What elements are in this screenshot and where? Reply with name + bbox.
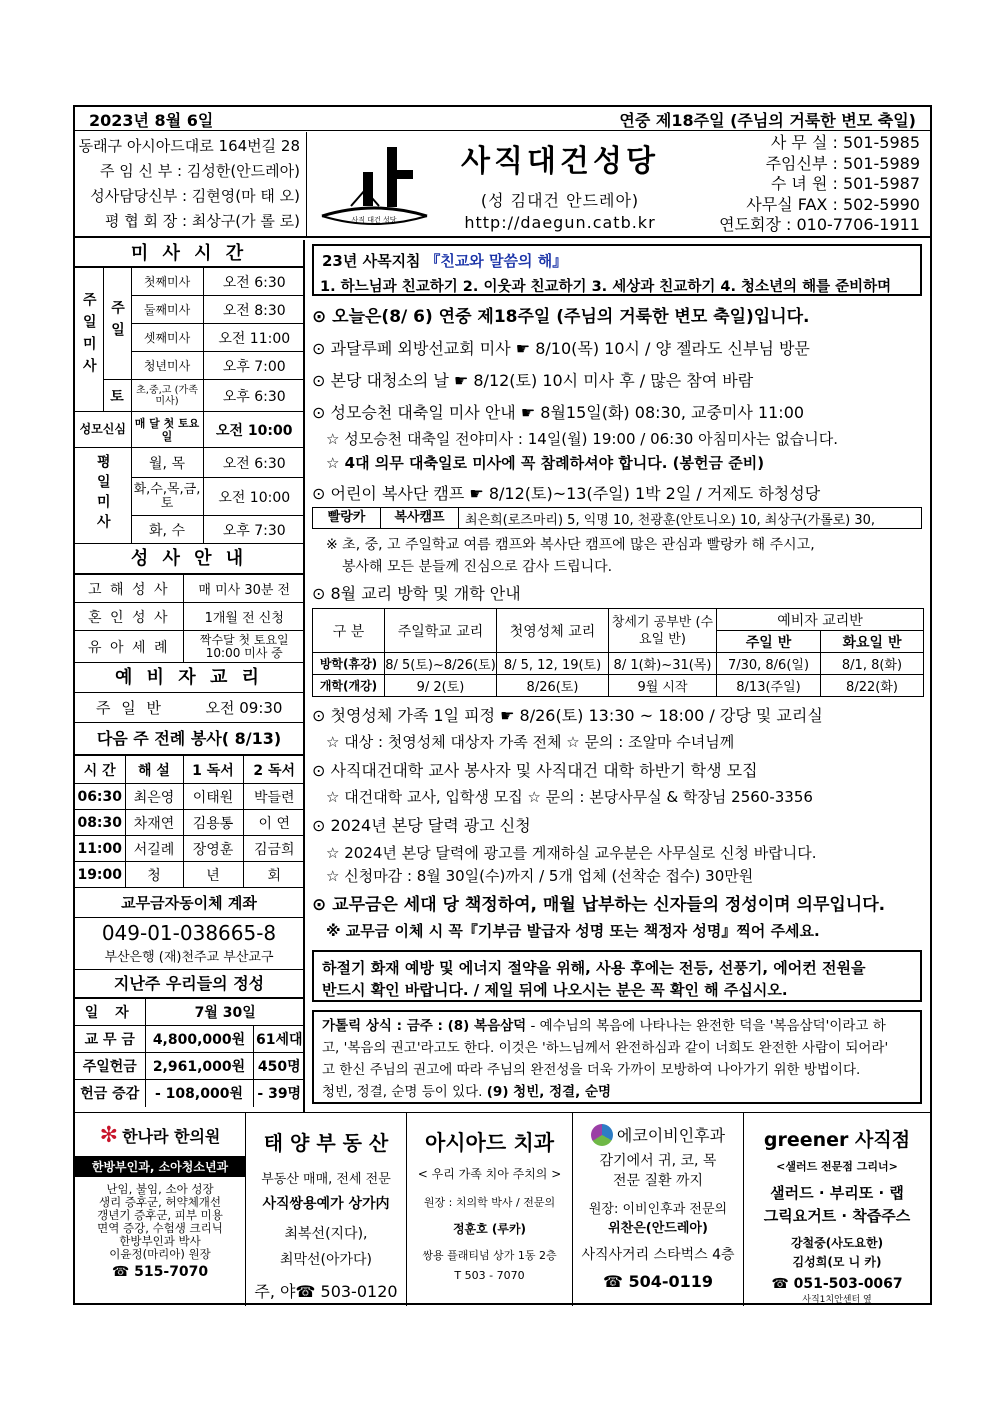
service-header: 해 설 — [125, 756, 183, 784]
sunday-mass-label: 주일미사 — [75, 268, 103, 412]
table-row-label: 개학(개강) — [313, 675, 385, 697]
parish-left-info — [75, 132, 307, 238]
ad-line: 감기에서 귀, 코, 목 — [599, 1153, 717, 1169]
ad-name: greener 사직점 — [763, 1129, 911, 1151]
parish-logo — [319, 142, 439, 232]
mass-time: 오전 8:30 — [203, 296, 305, 324]
ad-line: 생리 증후군, 허약체개선 — [98, 1195, 222, 1209]
office-fax: 사무실 FAX : 502-5990 — [746, 194, 920, 214]
catholic-line: 청빈, 정결, 순명 등이 있다. — [322, 1084, 483, 1100]
news-sub-retreat: ☆ 대상 : 첫영성체 대상자 가족 전체 ☆ 문의 : 조알마 수녀님께 — [326, 733, 735, 751]
offering-count: 450명 — [253, 1053, 305, 1080]
mass-day: 화, 수 — [131, 516, 203, 544]
pastor-phone: 주임신부 : 501-5989 — [765, 153, 920, 173]
mass-time: 오전 6:30 — [203, 268, 305, 296]
service-header: 2 독서 — [243, 756, 305, 784]
catechumen-time: 오전 09:30 — [205, 699, 283, 717]
donation-tag: 빨랑카 — [313, 508, 381, 528]
assistant-pastor: 성사담당신부 : 김현영(마 태 오) — [90, 187, 300, 205]
service-cell: 김용통 — [183, 810, 243, 836]
ad-line: 위찬은(안드레아) — [608, 1221, 708, 1236]
office-phone: 사 무 실 : 501-5985 — [770, 133, 920, 152]
marian-devotion-label: 성모신심 — [75, 412, 131, 448]
service-cell: 이태원 — [183, 784, 243, 810]
sacrament-title: 성 사 안 내 — [75, 544, 303, 574]
table-header: 주일 반 — [717, 631, 821, 653]
service-cell: 최은영 — [125, 784, 183, 810]
ad-line: 최복선(지다), — [284, 1226, 368, 1242]
news-item-assumption: ⊙ 성모승천 대축일 미사 안내 ☛ 8월15일(화) 08:30, 교중미사 11:00 — [312, 403, 805, 422]
table-header: 구 분 — [313, 609, 385, 653]
ad-oriental-clinic — [75, 1113, 246, 1306]
camp-tag: 복사캠프 — [381, 508, 459, 528]
mass-time: 오후 7:30 — [203, 516, 305, 544]
offering-label: 주일헌금 — [75, 1053, 145, 1080]
bulletin-date: 2023년 8월 6일 — [89, 111, 214, 130]
ad-footnote: 사직1치안센터 옆 — [802, 1295, 872, 1305]
service-table — [75, 755, 305, 888]
news-item-today: ⊙ 오늘은(8/ 6) 연중 제18주일 (주님의 거룩한 변모 축일)입니다. — [312, 307, 810, 327]
table-header: 창세기 공부반 (수요일 반) — [609, 609, 717, 653]
clinic-logo-icon — [591, 1124, 613, 1146]
offering-title: 지난주 우리들의 정성 — [75, 970, 303, 998]
sunday-label: 주일 — [103, 268, 131, 380]
sacrament-name: 유 아 세 례 — [75, 631, 183, 663]
ad-line: 샐러드 · 부리또 · 랩 — [770, 1184, 904, 1202]
motto-heading — [322, 250, 567, 271]
sacrament-table — [75, 574, 305, 663]
ad-phone: ☎ 515-7070 — [111, 1264, 209, 1280]
table-header: 예비자 교리반 — [717, 609, 924, 631]
donation-names: 최은희(로즈마리) 5, 익명 10, 천광훈(안토니오) 10, 최상구(가롤로) 30, — [465, 512, 876, 528]
mass-day: 월, 목 — [131, 448, 203, 478]
ad-line: 최막선(아가다) — [279, 1252, 373, 1268]
table-cell: 7/30, 8/6(일) — [717, 653, 821, 675]
catholic-next: (9) 청빈, 정결, 순명 — [486, 1084, 612, 1100]
news-sub-calendar: ☆ 2024년 본당 달력에 광고를 게재하실 교우분은 사무실로 신청 바랍니다. — [326, 844, 817, 862]
ad-phone: ☎ 504-0119 — [602, 1272, 714, 1291]
offering-date: 7월 30일 — [145, 999, 305, 1026]
ad-line: 사직쌍용예가 상가内 — [262, 1196, 390, 1212]
service-cell: 김금희 — [243, 836, 305, 862]
mass-name: 청년미사 — [131, 352, 203, 380]
offering-label: 교 무 금 — [75, 1026, 145, 1053]
ad-line: 강철중(사도요한) — [790, 1236, 884, 1250]
account-box — [75, 918, 303, 970]
mass-name: 둘째미사 — [131, 296, 203, 324]
offering-amount: - 108,000원 — [145, 1080, 253, 1107]
service-time: 08:30 — [75, 810, 125, 836]
parish-patron: (성 김대건 안드레아) — [480, 191, 640, 210]
weekday-mass-label: 평일미사 — [75, 448, 131, 544]
catholic-line: 고, '복음의 권고'라고도 한다. 이것은 '하느님께서 완전하심과 같이 너희도 완전한 사람이 되어라' — [322, 1040, 889, 1056]
catholic-line: 고 한신 주님의 권고에 따라 주님의 완전성을 더욱 가까이 모방하여 나아가기 위한 방법이다. — [322, 1062, 861, 1078]
news-item-altar-camp: ⊙ 어린이 복사단 캠프 ☛ 8/12(토)~13(주일) 1박 2일 / 거제도 하청성당 — [312, 484, 821, 503]
convent-phone: 수 녀 원 : 501-5987 — [770, 174, 920, 193]
notice-line: 반드시 확인 바랍니다. / 제일 뒤에 나오시는 분은 꼭 확인 해 주십시오. — [322, 981, 788, 999]
ad-line: 이윤정(마리아) 원장 — [109, 1247, 211, 1261]
catholic-label: 가톨릭 상식 : 금주 : (8) 복음삼덕 — [322, 1018, 527, 1034]
ad-phone: T 503 - 7070 — [454, 1269, 525, 1282]
table-cell: 9/ 2(토) — [385, 675, 497, 697]
sacrament-name: 고 해 성 사 — [75, 575, 183, 603]
catholic-line: - 예수님의 복음에 나타나는 완전한 덕을 '복음삼덕'이라고 하 — [526, 1018, 886, 1034]
ad-name: 한나라 한의원 — [122, 1127, 221, 1146]
service-time: 11:00 — [75, 836, 125, 862]
parish-contacts — [719, 133, 920, 236]
ad-name: 태 양 부 동 산 — [263, 1131, 389, 1155]
mass-time: 오후 6:30 — [203, 380, 305, 412]
flower-icon: ✻ — [99, 1123, 119, 1148]
chair-phone: 연도회장 : 010-7706-1911 — [719, 215, 920, 234]
news-sub-camp-thanks-2: 봉사해 모든 분들께 진심으로 감사 드립니다. — [342, 559, 613, 575]
sacrament-info: 짝수달 첫 토요일 10:00 미사 중 — [183, 631, 305, 663]
news-item-calendar: ⊙ 2024년 본당 달력 광고 신청 — [312, 816, 531, 835]
next-service-title: 다음 주 전례 봉사( 8/13) — [75, 723, 303, 755]
liturgical-day: 연중 제18주일 (주님의 거룩한 변모 축일) — [619, 111, 916, 130]
motto-highlight: 『친교와 말씀의 해』 — [425, 252, 568, 270]
table-header: 첫영성체 교리 — [497, 609, 609, 653]
ad-greener — [744, 1113, 930, 1306]
ad-ent-clinic — [573, 1113, 744, 1306]
ad-line: 갱년기 증후군, 피부 미용 — [97, 1208, 223, 1222]
header-bar — [75, 107, 930, 131]
news-sub-camp-thanks: ※ 초, 중, 고 주일학교 여름 캠프와 복사단 캠프에 많은 관심과 빨랑카 해 주시고, — [326, 537, 815, 553]
parish-name: 사직대건성당 — [461, 144, 659, 179]
ad-line: 쌍용 플래티넘 상가 1동 2층 — [422, 1249, 557, 1262]
parish-title-block — [445, 132, 675, 232]
news-item-college: ⊙ 사직대건대학 교사 봉사자 및 사직대건 대학 하반기 학생 모집 — [312, 761, 758, 780]
service-cell: 청 — [125, 862, 183, 888]
table-header: 화요일 반 — [821, 631, 924, 653]
service-cell: 년 — [183, 862, 243, 888]
service-time: 19:00 — [75, 862, 125, 888]
offering-count: - 39명 — [253, 1080, 305, 1107]
ad-line: 그릭요거트 · 착즙주스 — [763, 1207, 911, 1225]
service-time: 06:30 — [75, 784, 125, 810]
offering-count: 61세대 — [253, 1026, 305, 1053]
service-cell: 서길례 — [125, 836, 183, 862]
table-cell: 8/1, 8(화) — [821, 653, 924, 675]
ad-line: 사직사거리 스타벅스 4층 — [581, 1247, 735, 1263]
offering-label: 헌금 증감 — [75, 1080, 145, 1107]
ad-subtitle: 한방부인과, 소아청소년과 — [75, 1156, 245, 1177]
energy-notice — [312, 950, 922, 1002]
saturday-label: 토 — [103, 380, 131, 412]
mass-time: 오전 6:30 — [203, 448, 305, 478]
table-cell: 8/22(화) — [821, 675, 924, 697]
logo-text: 사직 대건 성당 — [351, 216, 397, 224]
sacrament-info: 매 미사 30분 전 — [183, 575, 305, 603]
ad-line: 정훈호 (루카) — [452, 1222, 527, 1236]
table-row-label: 방학(휴강) — [313, 653, 385, 675]
service-cell: 장영훈 — [183, 836, 243, 862]
news-sub-college: ☆ 대건대학 교사, 입학생 모집 ☆ 문의 : 본당사무실 & 학장님 2560-3356 — [326, 788, 813, 806]
news-sub-calendar-deadline: ☆ 신청마감 : 8월 30일(수)까지 / 5개 업체 (선착순 접수) 30만원 — [326, 867, 754, 885]
mass-times-title: 미 사 시 간 — [75, 240, 303, 267]
notice-line: 하절기 화재 예방 및 에너지 절약을 위해, 사용 후에는 전등, 선풍기, 에어컨 전원을 — [322, 959, 866, 977]
sacrament-info: 1개월 전 신청 — [183, 603, 305, 631]
ad-phone: 주, 야☎ 503-0120 — [254, 1282, 398, 1301]
ad-dental — [407, 1113, 573, 1306]
ad-line: 난임, 불임, 소아 성장 — [106, 1182, 214, 1196]
catechumen-row — [75, 693, 303, 723]
ad-line: 원장: 이비인후과 전문의 — [588, 1202, 728, 1217]
ad-name: 아시아드 치과 — [424, 1131, 555, 1155]
news-item-cleaning: ⊙ 본당 대청소의 날 ☛ 8/12(토) 10시 미사 후 / 많은 참여 바람 — [312, 371, 754, 390]
news-sub-obligation: ☆ 4대 의무 대축일로 미사에 꼭 참례하셔야 합니다. (봉헌금 준비) — [326, 454, 765, 472]
service-cell: 박들련 — [243, 784, 305, 810]
offering-amount: 2,961,000원 — [145, 1053, 253, 1080]
ad-real-estate — [246, 1113, 407, 1306]
ad-line: 부동산 매매, 전세 전문 — [261, 1172, 391, 1187]
mass-name: 매 달 첫 토요일 — [131, 412, 203, 448]
motto-title: 23년 사목지침 — [322, 252, 421, 270]
news-sub-vigil: ☆ 성모승천 대축일 전야미사 : 14일(월) 19:00 / 06:30 아침미사는 없습니다. — [326, 430, 839, 448]
ad-phone: ☎ 051-503-0067 — [771, 1276, 903, 1292]
table-cell: 8/ 5, 12, 19(토) — [497, 653, 609, 675]
parish-url[interactable]: http://daegun.catb.kr — [464, 213, 656, 232]
catechumen-label: 주 일 반 — [95, 699, 164, 717]
mass-name: 셋째미사 — [131, 324, 203, 352]
donation-row — [312, 507, 922, 529]
news-item-catechism-break: ⊙ 8월 교리 방학 및 개학 안내 — [312, 584, 521, 603]
ad-line: 전문 질환 까지 — [612, 1173, 704, 1189]
sacrament-name: 혼 인 성 사 — [75, 603, 183, 631]
left-column — [75, 240, 305, 1112]
mass-time: 오전 11:00 — [203, 324, 305, 352]
mass-day: 화,수,목,금, 토 — [131, 478, 203, 516]
table-cell: 8/26(토) — [497, 675, 609, 697]
mass-time: 오후 7:00 — [203, 352, 305, 380]
offering-amount: 4,800,000원 — [145, 1026, 253, 1053]
ad-line: 면역 증강, 수험생 크리닉 — [97, 1221, 223, 1235]
pastor-name: 주 임 신 부 : 김성한(안드레아) — [100, 162, 300, 180]
news-item-tithe: ⊙ 교무금은 세대 당 책정하여, 매월 납부하는 신자들의 정성이며 의무입니다. — [312, 895, 886, 915]
offering-label: 일 자 — [75, 999, 145, 1026]
ad-line: 김성희(모 니 카) — [792, 1255, 882, 1269]
mass-time: 오전 10:00 — [203, 478, 305, 516]
ad-line: 원장 : 치의학 박사 / 전문의 — [423, 1196, 556, 1209]
table-cell: 8/ 5(토)~8/26(토) — [385, 653, 497, 675]
table-cell: 9월 시작 — [609, 675, 717, 697]
council-chair: 평 협 회 장 : 최상구(가 롤 로) — [104, 212, 300, 230]
account-bank: 부산은행 (재)천주교 부산교구 — [104, 950, 274, 965]
ad-subtitle: < 우리 가족 치아 주치의 > — [417, 1167, 562, 1181]
account-number: 049-01-038665-8 — [101, 921, 277, 945]
motto-box — [312, 244, 922, 296]
catechism-table — [312, 608, 924, 697]
mass-name: 초,중,고 (가족미사) — [131, 380, 203, 412]
parish-address: 동래구 아시아드대로 164번길 28 — [78, 137, 300, 155]
mass-time: 오전 10:00 — [203, 412, 305, 448]
offering-table — [75, 998, 305, 1107]
news-item-mission-mass: ⊙ 과달루페 외방선교회 미사 ☛ 8/10(목) 10시 / 양 젤라도 신부님 방문 — [312, 339, 810, 358]
ad-subtitle: <샐러드 전문점 그리너> — [776, 1160, 898, 1173]
catholic-knowledge — [312, 1010, 922, 1104]
catechumen-title: 예 비 자 교 리 — [75, 663, 303, 693]
news-sub-tithe: ※ 교무금 이체 시 꼭『기부금 발급자 성명 또는 책정자 성명』찍어 주세요. — [326, 922, 820, 940]
service-header: 1 독서 — [183, 756, 243, 784]
table-header: 주일학교 교리 — [385, 609, 497, 653]
ad-line: 한방부인과 박사 — [119, 1234, 201, 1248]
motto-items: 1. 하느님과 친교하기 2. 이웃과 친교하기 3. 세상과 친교하기 4. 청소년의 해를 준비하며 — [320, 279, 892, 295]
ad-name: 에코이비인후과 — [616, 1126, 726, 1145]
mass-times-table — [75, 267, 305, 544]
mass-name: 첫째미사 — [131, 268, 203, 296]
service-cell: 회 — [243, 862, 305, 888]
ad-lines — [75, 1183, 245, 1261]
table-cell: 8/13(주일) — [717, 675, 821, 697]
account-title: 교무금자동이체 계좌 — [75, 888, 303, 918]
service-header: 시 간 — [75, 756, 125, 784]
parish-header — [75, 132, 930, 238]
service-cell: 이 연 — [243, 810, 305, 836]
news-item-retreat: ⊙ 첫영성체 가족 1일 피정 ☛ 8/26(토) 13:30 ~ 18:00 / 강당 및 교리실 — [312, 706, 823, 725]
table-cell: 8/ 1(화)~31(목) — [609, 653, 717, 675]
service-cell: 차재연 — [125, 810, 183, 836]
